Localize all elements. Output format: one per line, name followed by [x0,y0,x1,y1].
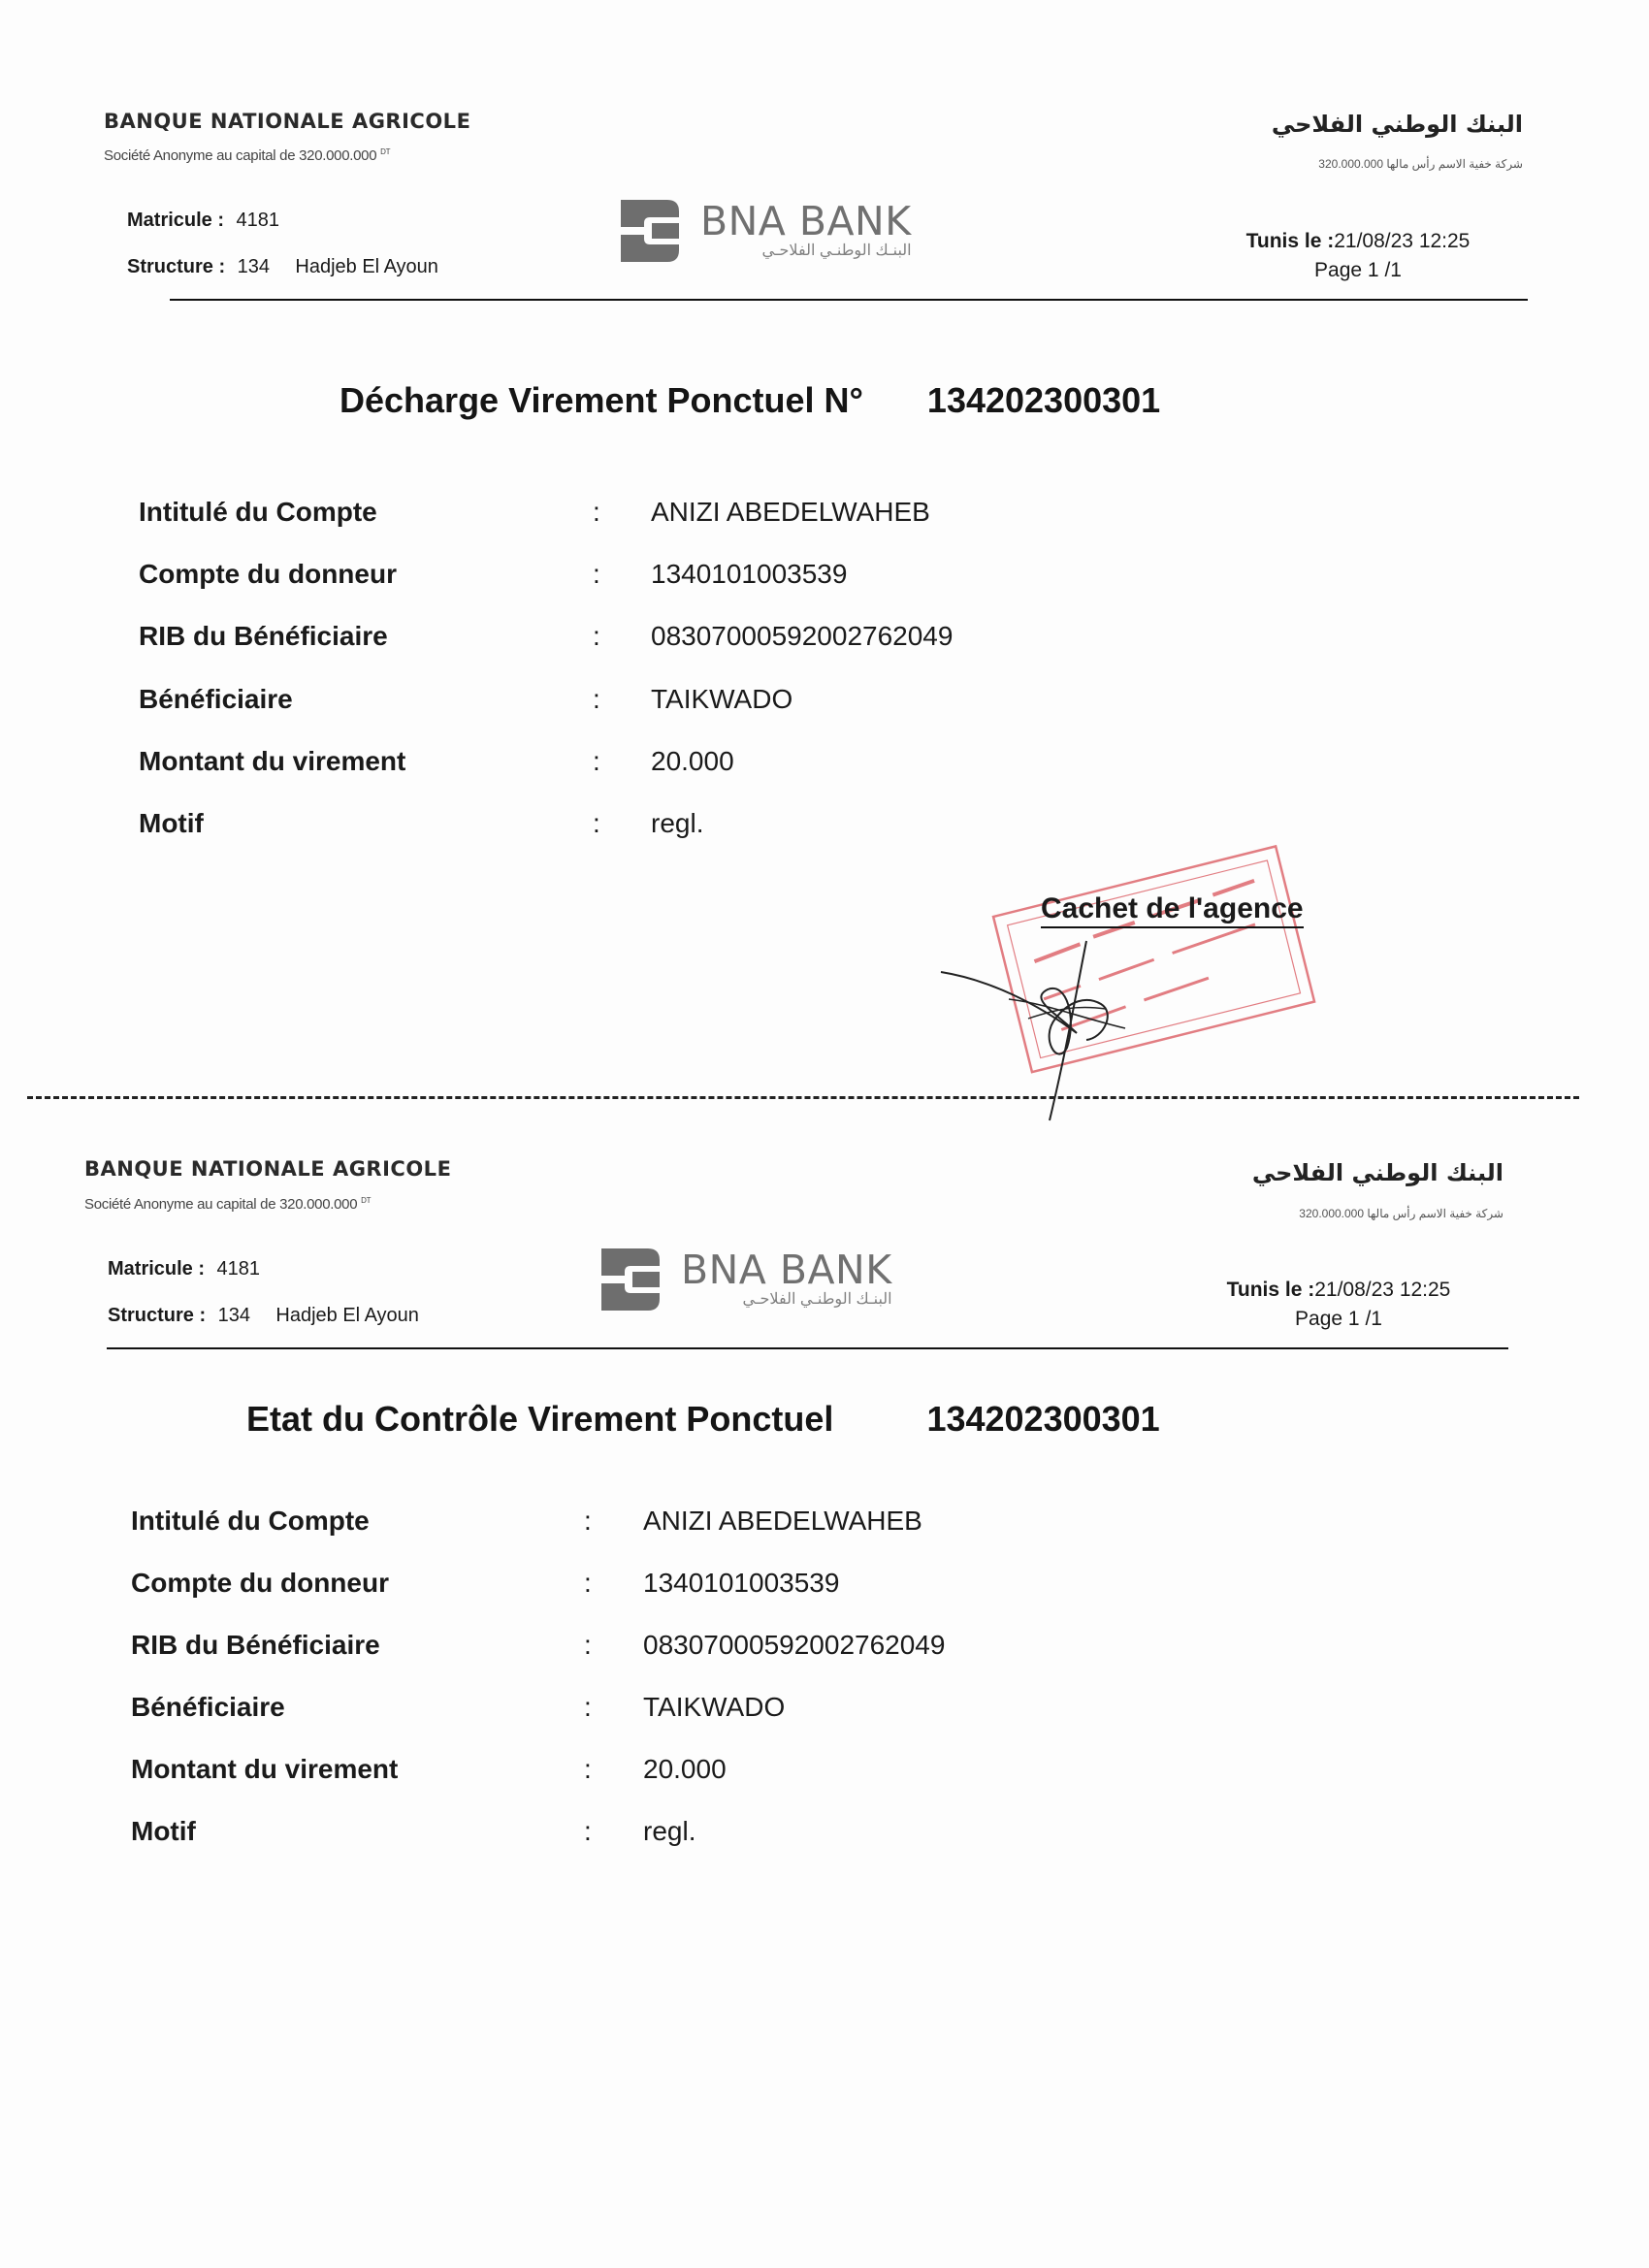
title-text: Etat du Contrôle Virement Ponctuel [246,1399,834,1439]
cachet-label: Cachet de l'agence [1041,892,1304,928]
matricule-label: Matricule : [127,210,225,231]
date-block [1193,1276,1484,1334]
field-value: regl. [651,808,704,838]
section-decharge [0,0,1649,1106]
field-value: 08307000592002762049 [643,1630,946,1660]
currency-superscript: DT [380,147,391,156]
field-value: TAIKWADO [651,684,793,714]
field-value: ANIZI ABEDELWAHEB [651,497,930,527]
structure-name: Hadjeb El Ayoun [275,1305,419,1326]
field-label: Montant du virement [139,746,406,776]
field-label: Compte du donneur [131,1568,389,1598]
structure-line [127,256,438,278]
field-colon: : [593,746,600,776]
header-rule [107,1347,1508,1349]
matricule-line [127,210,279,232]
bna-logo-name: BNA BANK [681,1247,892,1293]
bank-capital-text: Société Anonyme au capital de 320.000.000 [84,1196,358,1213]
bna-logo-name: BNA BANK [700,198,912,244]
field-value: TAIKWADO [643,1692,786,1722]
bank-name-ar: البنك الوطني الفلاحي [1271,111,1523,138]
cut-line [27,1096,1579,1099]
bna-logo-ar: البنـك الوطنـي الفلاحـي [742,1291,892,1308]
field-label: Motif [139,808,204,838]
bank-subtitle-ar: شركة خفية الاسم رأس مالها 320.000.000 [1318,157,1523,171]
structure-line [108,1305,419,1327]
bank-capital-text: Société Anonyme au capital de 320.000.000 [104,147,377,164]
field-colon: : [584,1754,592,1784]
field-value: ANIZI ABEDELWAHEB [643,1506,922,1536]
field-value: 1340101003539 [651,559,848,589]
field-value: 1340101003539 [643,1568,840,1598]
title-text: Décharge Virement Ponctuel N° [340,380,863,420]
page-title [340,380,1160,421]
field-value: 20.000 [643,1754,727,1784]
field-label: Bénéficiaire [139,684,293,714]
matricule-value: 4181 [236,210,279,231]
field-label: Intitulé du Compte [131,1506,370,1536]
section-etat-controle [0,1106,1649,2268]
field-label: Bénéficiaire [131,1692,285,1722]
field-label: Motif [131,1816,196,1846]
bna-logo-icon [615,196,685,266]
structure-code: 134 [237,256,270,277]
field-colon: : [584,1506,592,1536]
date-label: Tunis le : [1226,1279,1315,1301]
structure-name: Hadjeb El Ayoun [295,256,438,277]
field-colon: : [593,621,600,651]
date-label: Tunis le : [1245,230,1335,252]
bna-logo [615,196,912,266]
structure-label: Structure : [127,256,226,277]
structure-code: 134 [217,1305,250,1326]
field-label: Compte du donneur [139,559,397,589]
field-colon: : [593,808,600,838]
field-colon: : [584,1568,592,1598]
field-label: RIB du Bénéficiaire [131,1630,380,1660]
bank-name-ar: البنك الوطني الفلاحي [1251,1159,1504,1186]
matricule-line [108,1258,260,1280]
field-colon: : [584,1630,592,1660]
bna-logo [596,1245,892,1314]
field-colon: : [584,1816,592,1846]
bank-subtitle-ar: شركة خفية الاسم رأس مالها 320.000.000 [1299,1207,1504,1220]
page-number: Page 1 /1 [1295,1308,1382,1330]
transfer-number: 134202300301 [926,380,1161,420]
bank-subtitle-fr [84,1196,371,1213]
signature [931,912,1183,1135]
field-value: regl. [643,1816,696,1846]
matricule-value: 4181 [216,1258,260,1280]
field-value: 20.000 [651,746,734,776]
header-rule [170,299,1528,301]
field-value: 08307000592002762049 [651,621,954,651]
page-title [246,1399,1160,1440]
bank-name-fr: BANQUE NATIONALE AGRICOLE [84,1157,452,1181]
bank-subtitle-fr [104,147,390,164]
field-colon: : [593,559,600,589]
date-value: 21/08/23 12:25 [1334,230,1471,252]
field-colon: : [593,497,600,527]
bna-logo-icon [596,1245,665,1314]
field-label: Intitulé du Compte [139,497,377,527]
structure-label: Structure : [108,1305,207,1326]
field-label: Montant du virement [131,1754,399,1784]
field-colon: : [593,684,600,714]
matricule-label: Matricule : [108,1258,206,1280]
currency-superscript: DT [361,1196,372,1205]
bna-logo-ar: البنـك الوطنـي الفلاحـي [761,243,912,259]
bank-name-fr: BANQUE NATIONALE AGRICOLE [104,110,471,133]
control-number: 134202300301 [926,1399,1160,1439]
date-block [1212,227,1504,285]
field-colon: : [584,1692,592,1722]
field-label: RIB du Bénéficiaire [139,621,388,651]
page-number: Page 1 /1 [1314,259,1402,281]
date-value: 21/08/23 12:25 [1314,1279,1451,1301]
